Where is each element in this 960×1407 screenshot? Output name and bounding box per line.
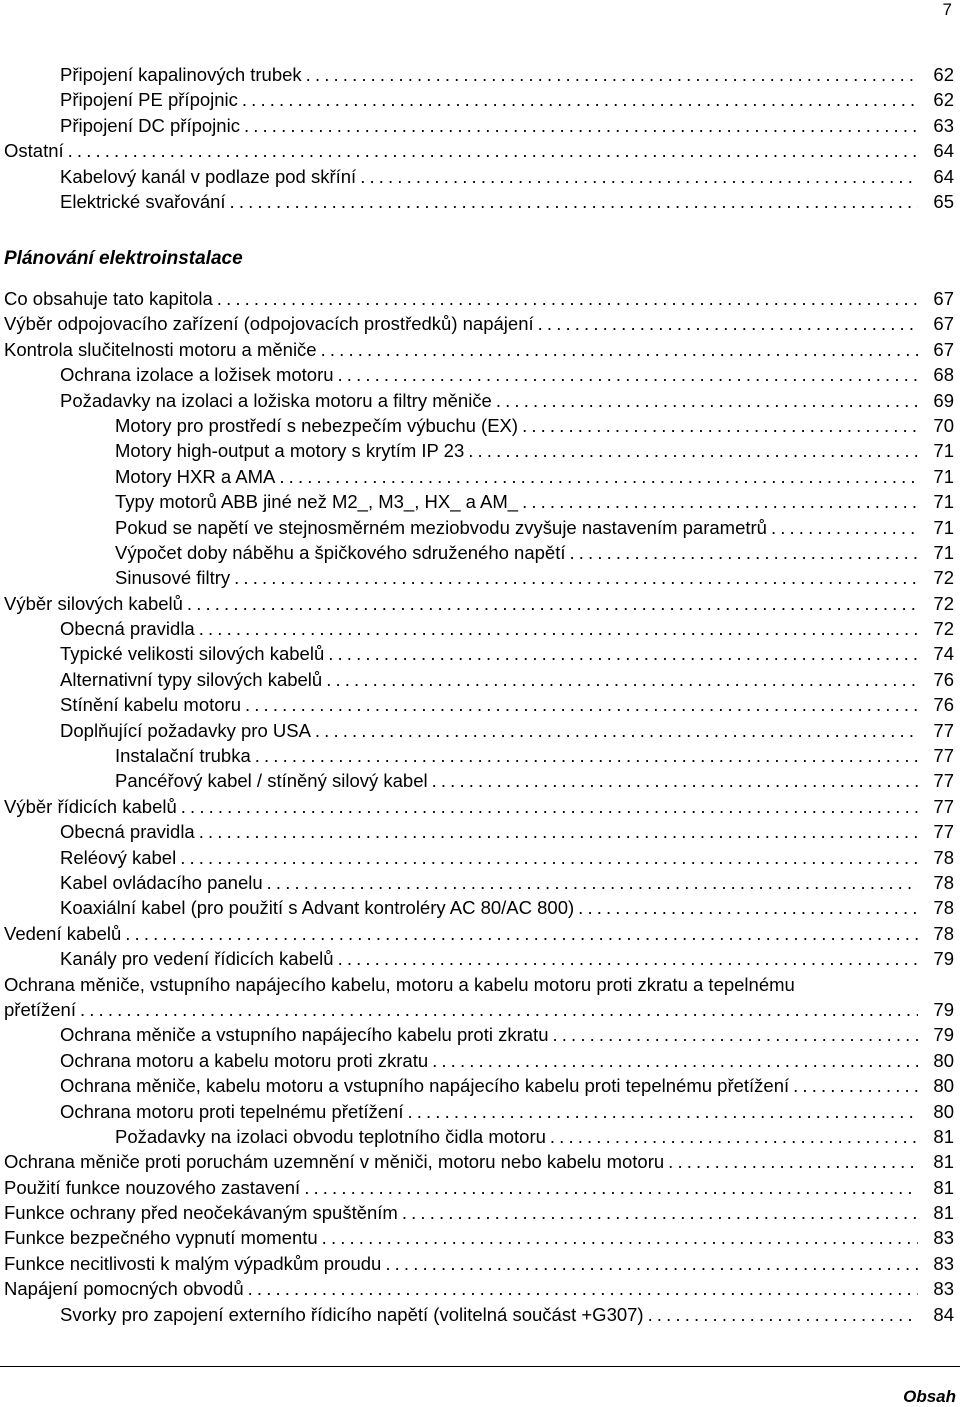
toc-entry-title: Ochrana izolace a ložisek motoru . . . bbox=[0, 362, 918, 387]
toc-entry-page: 72 bbox=[933, 592, 954, 614]
toc-entry-page: 80 bbox=[933, 1049, 954, 1071]
toc-entry-title: Připojení DC přípojnic . . . bbox=[0, 113, 918, 138]
toc-entry-title: Pancéřový kabel / stíněný silový kabel . . . bbox=[0, 768, 918, 793]
toc-entry-title: Výběr odpojovacího zařízení (odpojovacích prostředků) napájení . . . bbox=[0, 311, 918, 336]
toc-entry-page: 78 bbox=[933, 922, 954, 944]
toc-entry[interactable] bbox=[0, 413, 954, 438]
toc-entry-page: 67 bbox=[933, 288, 954, 309]
toc-entry[interactable] bbox=[0, 667, 954, 692]
toc-entry-page: 81 bbox=[933, 1176, 954, 1198]
toc-entry-page: 84 bbox=[933, 1303, 954, 1325]
toc-entry-page: 81 bbox=[933, 1151, 954, 1173]
toc-entry-page: 64 bbox=[933, 140, 954, 162]
toc-entry-title: Připojení PE přípojnic . . . bbox=[0, 87, 918, 112]
toc-entry-page: 71 bbox=[933, 516, 954, 538]
toc-entry-title: Výběr řídicích kabelů . . . bbox=[0, 794, 918, 819]
toc-entry-title: Napájení pomocných obvodů . . . bbox=[0, 1276, 918, 1301]
toc-entry-title: Co obsahuje tato kapitola . . . bbox=[0, 286, 918, 311]
toc-entry-title: Koaxiální kabel (pro použití s Advant kontroléry AC 80/AC 800) . . . bbox=[0, 895, 918, 920]
toc-entry-title: Kabel ovládacího panelu . . . bbox=[0, 870, 918, 895]
toc-entry-page: 79 bbox=[933, 998, 954, 1020]
toc-entry[interactable] bbox=[0, 743, 954, 768]
toc-entry-title: Ochrana motoru proti tepelnému přetížení . . . bbox=[0, 1099, 918, 1124]
toc-entry-title: Ochrana měniče a vstupního napájecího kabelu proti zkratu . . . bbox=[0, 1022, 918, 1047]
toc-entry-page: 71 bbox=[933, 440, 954, 462]
toc-entry-page: 69 bbox=[933, 389, 954, 411]
toc-entry-page: 78 bbox=[933, 897, 954, 919]
toc-entry[interactable] bbox=[0, 87, 954, 112]
toc-entry[interactable] bbox=[0, 972, 954, 997]
toc-entry-page: 81 bbox=[933, 1202, 954, 1224]
toc-entry-title: Použití funkce nouzového zastavení . . . bbox=[0, 1175, 918, 1200]
toc-entry[interactable] bbox=[0, 189, 954, 214]
footer-section-label: Obsah bbox=[903, 1387, 956, 1406]
toc-entry-title: Výběr silových kabelů . . . bbox=[0, 591, 918, 616]
toc-entry[interactable] bbox=[0, 138, 954, 163]
toc-entry-page: 80 bbox=[933, 1100, 954, 1122]
toc-entry[interactable] bbox=[0, 1124, 954, 1149]
toc-entry[interactable] bbox=[0, 540, 954, 565]
toc-entry-title: Kontrola slučitelnosti motoru a měniče . . . bbox=[0, 337, 918, 362]
toc-entry[interactable] bbox=[0, 286, 954, 311]
toc-entry-page: 83 bbox=[933, 1252, 954, 1274]
toc-entry[interactable] bbox=[0, 1200, 954, 1225]
toc-entry[interactable] bbox=[0, 1073, 954, 1098]
toc-entry-title: Stínění kabelu motoru . . . bbox=[0, 692, 918, 717]
toc-entry-title: Typy motorů ABB jiné než M2_, M3_, HX_ a AM_ . . . bbox=[0, 489, 918, 514]
toc-entry-title: Kanály pro vedení řídicích kabelů . . . bbox=[0, 946, 918, 971]
toc-entry-title: Doplňující požadavky pro USA . . . bbox=[0, 718, 918, 743]
toc-entry[interactable] bbox=[0, 337, 954, 362]
toc-entry-title: Motory pro prostředí s nebezpečím výbuchu (EX) . . . bbox=[0, 413, 918, 438]
toc-entry[interactable] bbox=[0, 438, 954, 463]
toc-entry[interactable] bbox=[0, 794, 954, 819]
toc-entry-page: 63 bbox=[933, 114, 954, 136]
toc-entry-title: Ochrana měniče, kabelu motoru a vstupního napájecího kabelu proti tepelnému přetížení . . . bbox=[0, 1073, 918, 1098]
toc-entry-page: 79 bbox=[933, 948, 954, 970]
toc-entry[interactable] bbox=[0, 1099, 954, 1124]
toc-entry-title: Pokud se napětí ve stejnosměrném meziobvodu zvyšuje nastavením parametrů . . . bbox=[0, 515, 918, 540]
toc-entry-page: 64 bbox=[933, 165, 954, 187]
toc-entry-page: 65 bbox=[933, 190, 954, 212]
toc-entry-page: 68 bbox=[933, 364, 954, 386]
toc-entry[interactable] bbox=[0, 1276, 954, 1301]
toc-entry[interactable] bbox=[0, 895, 954, 920]
footer-divider bbox=[0, 1366, 960, 1367]
toc-entry-title: Sinusové filtry . . . bbox=[0, 565, 918, 590]
toc-entry[interactable] bbox=[0, 616, 954, 641]
toc-entry-title: Ochrana měniče proti poruchám uzemnění v měniči, motoru nebo kabelu motoru . . . bbox=[0, 1149, 918, 1174]
toc-entry-page: 71 bbox=[933, 491, 954, 513]
toc-entry-title: Obecná pravidla . . . bbox=[0, 616, 918, 641]
toc-entry-title: přetížení . . . bbox=[0, 997, 918, 1022]
toc-entry[interactable] bbox=[0, 1022, 954, 1047]
toc-entry-page: 77 bbox=[933, 770, 954, 792]
toc-entry[interactable] bbox=[0, 692, 954, 717]
toc-entry[interactable] bbox=[0, 388, 954, 413]
toc-entry-page: 71 bbox=[933, 465, 954, 487]
toc-entry-title: Instalační trubka . . . bbox=[0, 743, 918, 768]
toc-entry[interactable] bbox=[0, 489, 954, 514]
toc-entry-page: 72 bbox=[933, 618, 954, 640]
toc-entry-page: 62 bbox=[933, 89, 954, 111]
toc-entry-title: Motory high-output a motory s krytím IP 23 . . . bbox=[0, 438, 918, 463]
toc-entry-page: 67 bbox=[933, 313, 954, 335]
toc-entry-page: 78 bbox=[933, 871, 954, 893]
toc-entry-title: Funkce bezpečného vypnutí momentu . . . bbox=[0, 1225, 918, 1250]
toc-entry[interactable] bbox=[0, 997, 954, 1022]
toc-entry-page: 83 bbox=[933, 1278, 954, 1300]
toc-entry[interactable] bbox=[0, 591, 954, 616]
toc-entry-title: Kabelový kanál v podlaze pod skříní . . . bbox=[0, 164, 918, 189]
toc-entry-title: Svorky pro zapojení externího řídicího napětí (volitelná součást +G307) . . . bbox=[0, 1302, 918, 1327]
page-number: 7 bbox=[942, 0, 952, 19]
toc-entry-title: Ochrana měniče, vstupního napájecího kabelu, motoru a kabelu motoru proti zkratu a tepelnému bbox=[4, 973, 795, 995]
toc-entry[interactable] bbox=[0, 641, 954, 666]
toc-main-list bbox=[0, 286, 954, 1327]
toc-entry[interactable] bbox=[0, 1251, 954, 1276]
toc-top-list bbox=[0, 62, 954, 214]
toc-entry-title: Obecná pravidla . . . bbox=[0, 819, 918, 844]
toc-entry-title: Ochrana motoru a kabelu motoru proti zkratu . . . bbox=[0, 1048, 918, 1073]
toc-entry[interactable] bbox=[0, 845, 954, 870]
toc-entry-page: 77 bbox=[933, 745, 954, 767]
toc-entry-title: Motory HXR a AMA . . . bbox=[0, 464, 918, 489]
toc-entry-title: Ostatní . . . bbox=[0, 138, 918, 163]
toc-entry-page: 77 bbox=[933, 795, 954, 817]
toc-entry[interactable] bbox=[0, 1302, 954, 1327]
toc-entry[interactable] bbox=[0, 362, 954, 387]
toc-entry-title: Elektrické svařování . . . bbox=[0, 189, 918, 214]
toc-entry[interactable] bbox=[0, 946, 954, 971]
toc-entry[interactable] bbox=[0, 1175, 954, 1200]
toc-entry[interactable] bbox=[0, 515, 954, 540]
toc-entry-page: 74 bbox=[933, 643, 954, 665]
toc-entry-title: Vedení kabelů . . . bbox=[0, 921, 918, 946]
toc-entry[interactable] bbox=[0, 565, 954, 590]
toc-entry-page: 71 bbox=[933, 541, 954, 563]
toc-entry[interactable] bbox=[0, 311, 954, 336]
toc-entry-page: 77 bbox=[933, 821, 954, 843]
toc-entry[interactable] bbox=[0, 718, 954, 743]
toc-entry[interactable] bbox=[0, 1225, 954, 1250]
toc-entry-page: 70 bbox=[933, 414, 954, 436]
toc-entry[interactable] bbox=[0, 870, 954, 895]
toc-entry-page: 81 bbox=[933, 1125, 954, 1147]
toc-entry-page: 76 bbox=[933, 668, 954, 690]
toc-entry-page: 76 bbox=[933, 694, 954, 716]
toc-entry-title: Požadavky na izolaci obvodu teplotního čidla motoru . . . bbox=[0, 1124, 918, 1149]
toc-entry-title: Funkce ochrany před neočekávaným spuštěním . . . bbox=[0, 1200, 918, 1225]
toc-entry-title: Připojení kapalinových trubek . . . bbox=[0, 62, 918, 87]
toc-entry[interactable] bbox=[0, 921, 954, 946]
toc-entry-page: 67 bbox=[933, 338, 954, 360]
toc-entry-page: 79 bbox=[933, 1024, 954, 1046]
toc-entry[interactable] bbox=[0, 113, 954, 138]
toc-entry-page: 62 bbox=[933, 64, 954, 85]
toc-entry-page: 80 bbox=[933, 1075, 954, 1097]
toc-entry-page: 72 bbox=[933, 567, 954, 589]
toc-entry-title: Funkce necitlivosti k malým výpadkům proudu . . . bbox=[0, 1251, 918, 1276]
toc-entry[interactable] bbox=[0, 819, 954, 844]
toc-entry-title: Reléový kabel . . . bbox=[0, 845, 918, 870]
section-heading: Plánování elektroinstalace bbox=[4, 248, 243, 269]
toc-entry-title: Požadavky na izolaci a ložiska motoru a filtry měniče . . . bbox=[0, 388, 918, 413]
toc-entry-title: Alternativní typy silových kabelů . . . bbox=[0, 667, 918, 692]
toc-entry-page: 83 bbox=[933, 1227, 954, 1249]
toc-entry[interactable] bbox=[0, 164, 954, 189]
toc-entry[interactable] bbox=[0, 1149, 954, 1174]
toc-entry-page: 78 bbox=[933, 846, 954, 868]
toc-entry[interactable] bbox=[0, 62, 954, 87]
toc-entry[interactable] bbox=[0, 768, 954, 793]
toc-entry-title: Výpočet doby náběhu a špičkového sdruženého napětí . . . bbox=[0, 540, 918, 565]
toc-entry[interactable] bbox=[0, 1048, 954, 1073]
toc-entry-title: Typické velikosti silových kabelů . . . bbox=[0, 641, 918, 666]
toc-entry-page: 77 bbox=[933, 719, 954, 741]
toc-entry[interactable] bbox=[0, 464, 954, 489]
